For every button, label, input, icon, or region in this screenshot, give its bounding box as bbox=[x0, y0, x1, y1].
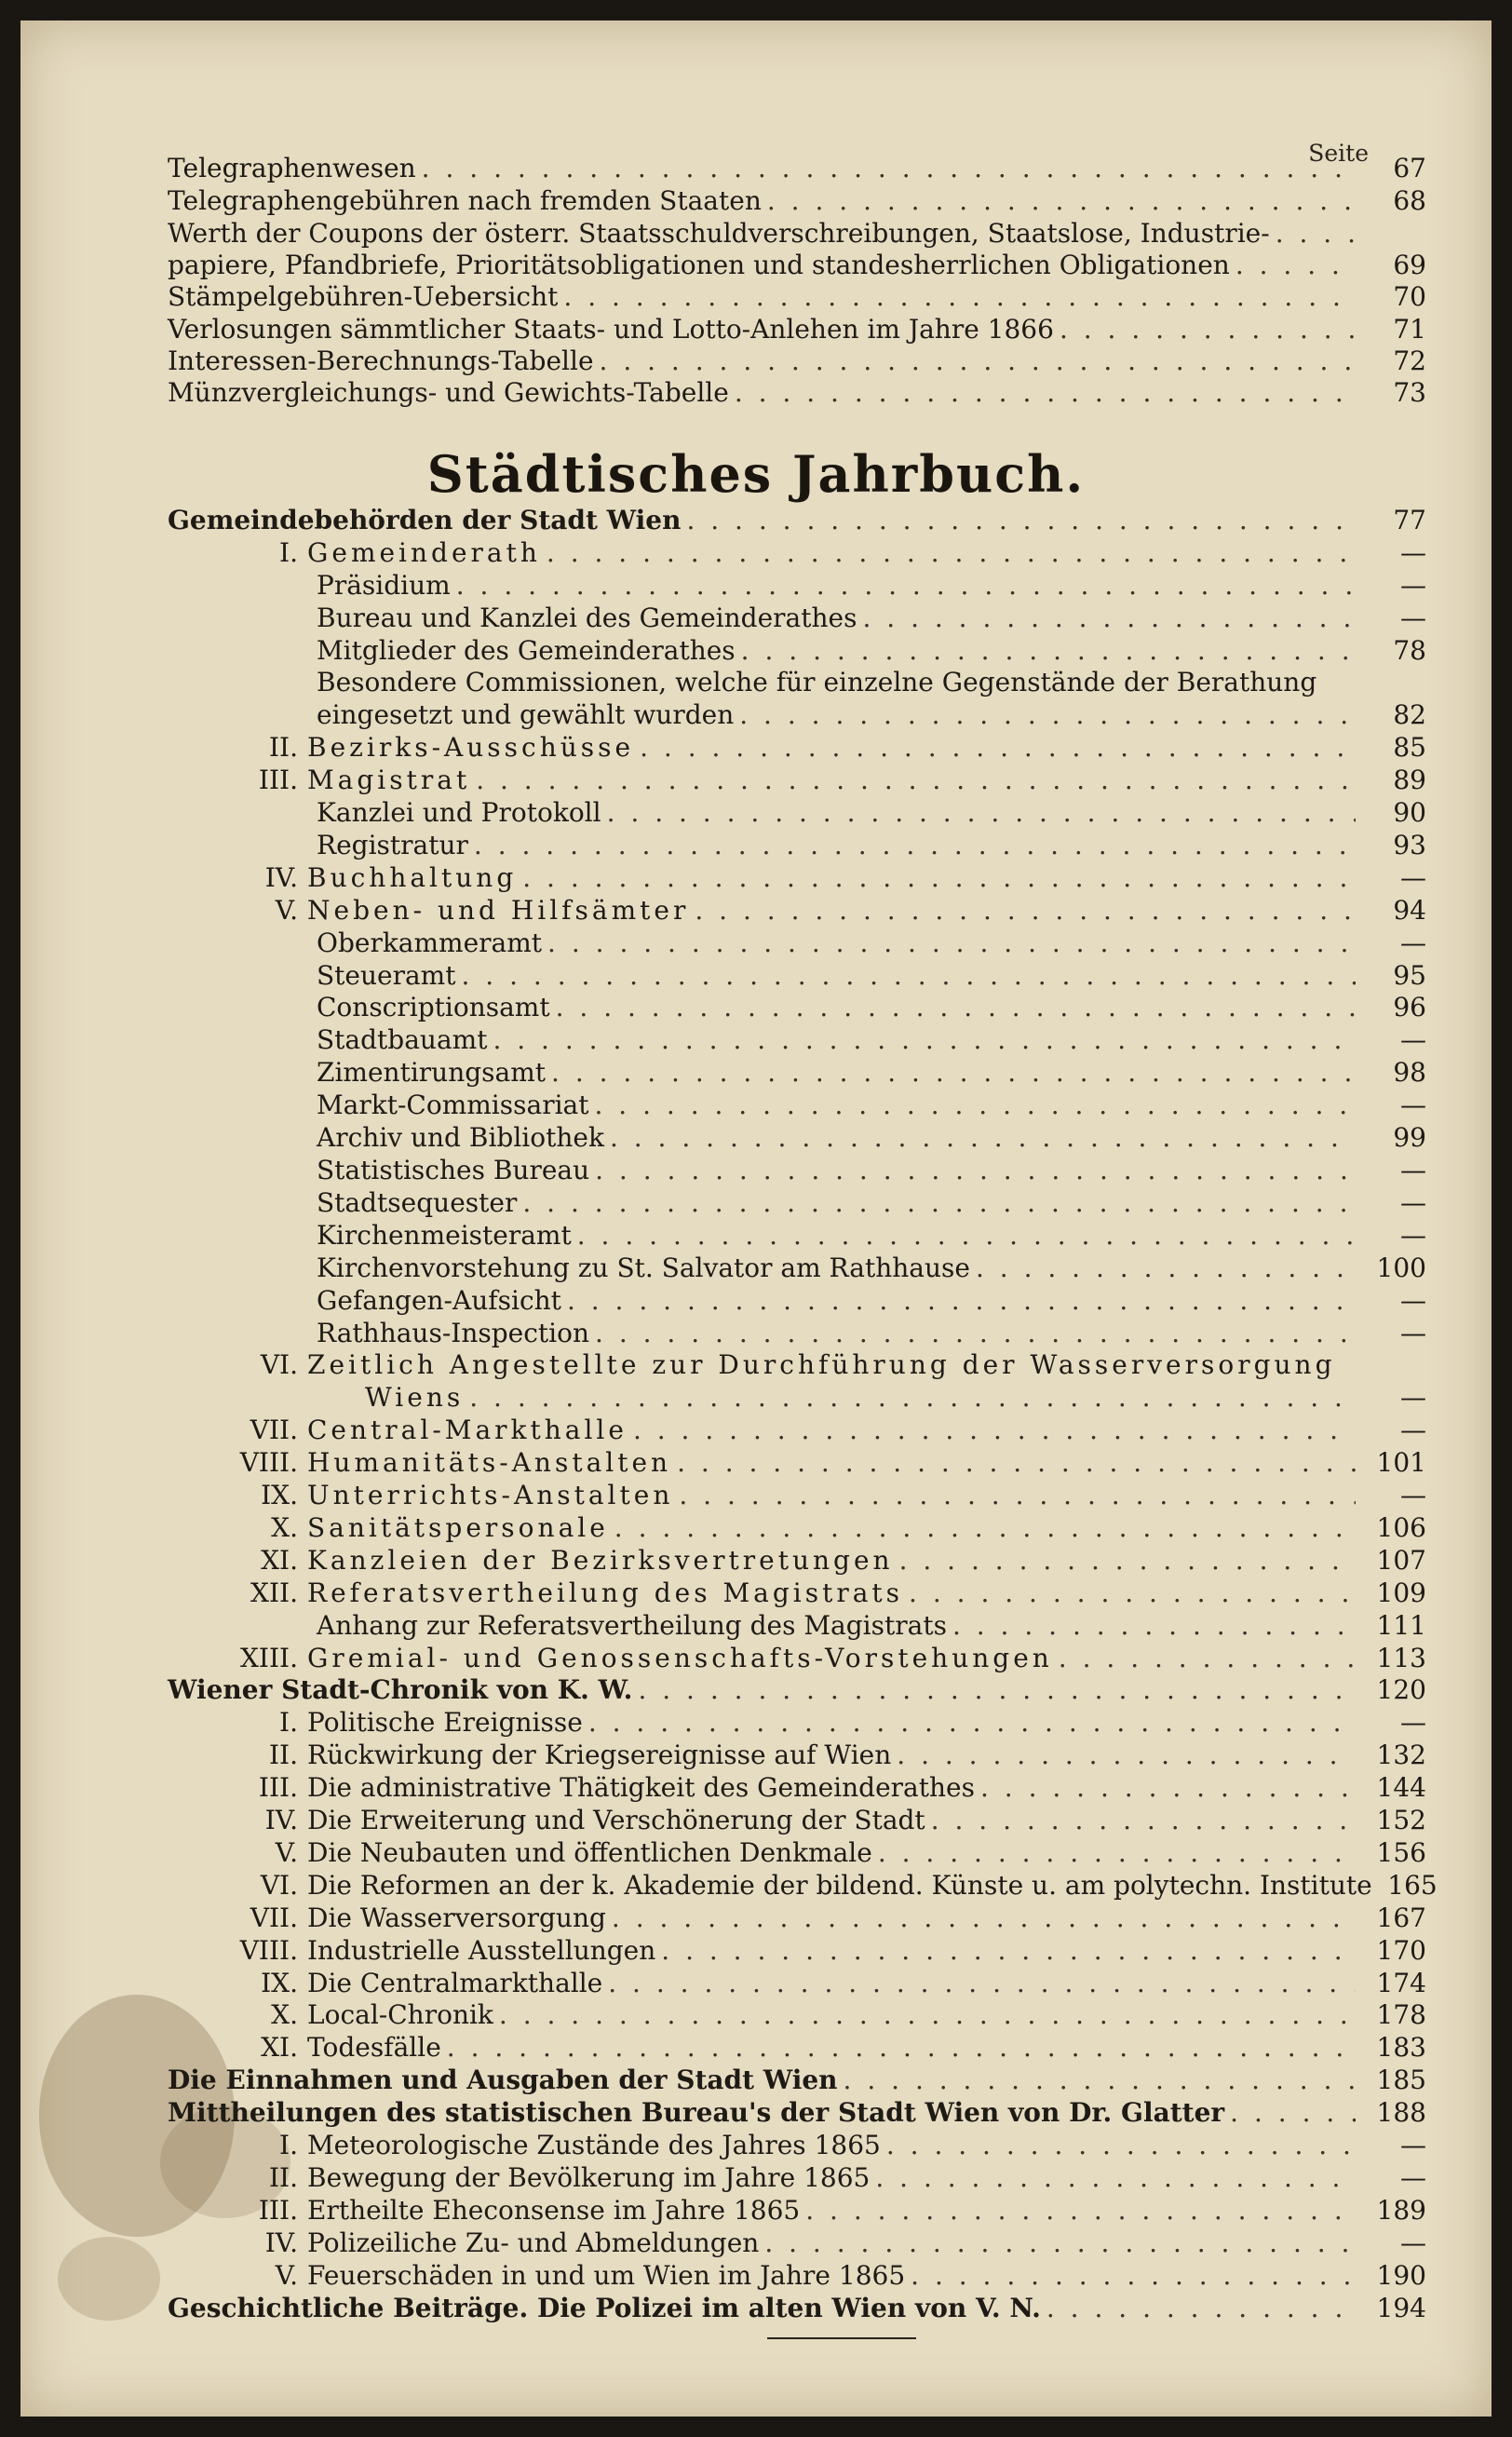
document-page bbox=[20, 20, 1492, 2417]
entry-number: V. bbox=[275, 895, 298, 926]
toc-entry bbox=[168, 1447, 1426, 1479]
entry-page-number: 100 bbox=[1376, 1252, 1426, 1283]
toc-entry bbox=[168, 2130, 1426, 2161]
entry-title: papiere, Pfandbriefe, Prioritätsobligationen und standesherrlichen Obligationen bbox=[168, 250, 1230, 280]
entry-title: Gemeinderath bbox=[307, 537, 541, 568]
entry-title: eingesetzt und gewählt wurden bbox=[317, 699, 735, 730]
entry-page-number: 90 bbox=[1393, 797, 1426, 828]
entry-number: I. bbox=[279, 537, 298, 568]
dot-leader bbox=[805, 2195, 1356, 2227]
entry-page-number: 174 bbox=[1376, 1968, 1426, 1998]
toc-entry bbox=[317, 960, 1426, 992]
entry-number: XI. bbox=[261, 2032, 298, 2063]
toc-entry bbox=[168, 2195, 1426, 2227]
toc-entry bbox=[317, 1155, 1426, 1186]
entry-number: VII. bbox=[250, 1415, 298, 1445]
toc-entry bbox=[168, 2097, 1426, 2129]
entry-page-number: — bbox=[1400, 1285, 1426, 1316]
toc-entry bbox=[317, 667, 1426, 698]
entry-title: Wiens bbox=[365, 1382, 465, 1413]
entry-page-number: — bbox=[1400, 1382, 1426, 1413]
entry-page-number: — bbox=[1400, 1220, 1426, 1251]
toc-entry bbox=[317, 1610, 1426, 1642]
entry-title: Statistisches Bureau bbox=[317, 1155, 590, 1185]
entry-title: Politische Ereignisse bbox=[307, 1707, 583, 1738]
entry-page-number: — bbox=[1400, 1155, 1426, 1185]
dot-leader bbox=[878, 1837, 1356, 1869]
toc-entry bbox=[168, 250, 1426, 281]
section-heading: Städtisches Jahrbuch. bbox=[426, 444, 1086, 504]
entry-page-number: 72 bbox=[1393, 345, 1426, 376]
dot-leader bbox=[741, 635, 1356, 667]
entry-page-number: 111 bbox=[1376, 1610, 1426, 1641]
dot-leader bbox=[1276, 218, 1356, 250]
dot-leader bbox=[588, 1707, 1356, 1739]
entry-page-number: 82 bbox=[1393, 699, 1426, 730]
entry-page-number: 67 bbox=[1393, 153, 1426, 183]
entry-title: Humanitäts-Anstalten bbox=[307, 1447, 672, 1478]
entry-number: IV. bbox=[264, 1805, 298, 1835]
entry-page-number: 101 bbox=[1376, 1447, 1426, 1478]
entry-title: Kanzlei und Protokoll bbox=[317, 797, 601, 828]
closing-rule bbox=[767, 2337, 916, 2339]
entry-title: Todesfälle bbox=[307, 2032, 441, 2063]
entry-number: VIII. bbox=[239, 1447, 298, 1478]
toc-entry bbox=[168, 1643, 1426, 1674]
dot-leader bbox=[577, 1220, 1356, 1252]
toc-entry bbox=[168, 1870, 1438, 1902]
dot-leader bbox=[600, 345, 1356, 377]
dot-leader bbox=[640, 732, 1356, 764]
entry-title: Gefangen-Aufsicht bbox=[317, 1285, 561, 1316]
dot-leader bbox=[614, 1512, 1356, 1544]
toc-entry bbox=[168, 314, 1426, 345]
entry-title: Oberkammeramt bbox=[317, 927, 543, 958]
entry-number: I. bbox=[279, 2130, 298, 2160]
entry-title: Münzvergleichungs- und Gewichts-Tabelle bbox=[168, 377, 729, 408]
entry-page-number: — bbox=[1400, 1024, 1426, 1055]
toc-entry bbox=[317, 699, 1426, 731]
dot-leader bbox=[911, 2260, 1356, 2292]
entry-title: Stadtbauamt bbox=[317, 1024, 488, 1055]
entry-page-number: — bbox=[1400, 1480, 1426, 1510]
entry-title: Referatsvertheilung des Magistrats bbox=[307, 1577, 904, 1608]
toc-entry bbox=[168, 895, 1426, 927]
entry-title: Industrielle Ausstellungen bbox=[307, 1935, 656, 1966]
toc-entry bbox=[317, 1318, 1426, 1349]
dot-leader bbox=[476, 765, 1356, 796]
toc-entry bbox=[168, 862, 1426, 894]
toc-entry bbox=[168, 377, 1426, 409]
dot-leader bbox=[594, 1090, 1356, 1121]
entry-page-number: 152 bbox=[1376, 1805, 1426, 1835]
entry-page-number: 194 bbox=[1376, 2293, 1426, 2323]
entry-page-number: — bbox=[1400, 1318, 1426, 1348]
dot-leader bbox=[595, 1155, 1356, 1186]
toc-entry bbox=[317, 1220, 1426, 1252]
entry-number: VII. bbox=[250, 1902, 298, 1933]
entry-title: Die Wasserversorgung bbox=[307, 1902, 606, 1933]
toc-entry bbox=[168, 505, 1426, 536]
entry-page-number: 165 bbox=[1387, 1870, 1438, 1901]
entry-number: VIII. bbox=[239, 1935, 298, 1966]
entry-title: Verlosungen sämmtlicher Staats- und Lotto-Anlehen im Jahre 1866 bbox=[168, 314, 1054, 345]
dot-leader bbox=[952, 1610, 1356, 1642]
dot-leader bbox=[897, 1740, 1356, 1771]
entry-page-number: 113 bbox=[1376, 1643, 1426, 1673]
toc-entry bbox=[168, 1577, 1426, 1609]
entry-page-number: — bbox=[1400, 927, 1426, 958]
entry-title: Markt-Commissariat bbox=[317, 1090, 589, 1120]
dot-leader bbox=[931, 1805, 1356, 1836]
entry-page-number: 188 bbox=[1376, 2097, 1426, 2128]
entry-title: Feuerschäden in und um Wien im Jahre 1865 bbox=[307, 2260, 906, 2291]
dot-leader bbox=[608, 1968, 1356, 1999]
toc-entry bbox=[317, 1187, 1426, 1219]
entry-page-number: 132 bbox=[1376, 1740, 1426, 1770]
entry-page-number: 109 bbox=[1376, 1577, 1426, 1608]
entry-page-number: 178 bbox=[1376, 1999, 1426, 2030]
entry-title: Kirchenvorstehung zu St. Salvator am Rathhause bbox=[317, 1252, 970, 1283]
toc-entry bbox=[365, 1382, 1426, 1414]
toc-entry bbox=[317, 602, 1426, 634]
toc-entry bbox=[317, 1122, 1426, 1154]
toc-entry bbox=[317, 570, 1426, 602]
entry-page-number: 94 bbox=[1393, 895, 1426, 926]
toc-entry bbox=[168, 2227, 1426, 2259]
entry-page-number: 156 bbox=[1376, 1837, 1426, 1868]
entry-page-number: 189 bbox=[1376, 2195, 1426, 2226]
toc-entry bbox=[168, 2260, 1426, 2292]
dot-leader bbox=[422, 153, 1356, 184]
entry-page-number: 93 bbox=[1393, 830, 1426, 860]
entry-page-number: 89 bbox=[1393, 765, 1426, 795]
entry-page-number: — bbox=[1400, 1707, 1426, 1738]
toc-entry bbox=[168, 1480, 1426, 1511]
dot-leader bbox=[474, 830, 1356, 861]
dot-leader bbox=[447, 2032, 1356, 2064]
dot-leader bbox=[499, 1999, 1356, 2031]
toc-entry bbox=[317, 830, 1426, 861]
dot-leader bbox=[764, 2227, 1356, 2259]
dot-leader bbox=[522, 1187, 1356, 1219]
entry-page-number: 183 bbox=[1376, 2032, 1426, 2063]
entry-title: Stadtsequester bbox=[317, 1187, 518, 1218]
dot-leader bbox=[735, 377, 1356, 409]
entry-title: Interessen-Berechnungs-Tabelle bbox=[168, 345, 594, 376]
dot-leader bbox=[686, 505, 1356, 536]
dot-leader bbox=[638, 1674, 1356, 1706]
toc-entry bbox=[168, 537, 1426, 569]
entry-number: XII. bbox=[250, 1577, 298, 1608]
entry-number: X. bbox=[271, 1999, 298, 2030]
dot-leader bbox=[469, 1382, 1356, 1414]
entry-title: Neben- und Hilfsämter bbox=[307, 895, 690, 926]
entry-title: Steueramt bbox=[317, 960, 456, 991]
entry-number: II. bbox=[268, 2162, 298, 2193]
entry-page-number: 98 bbox=[1393, 1057, 1426, 1088]
dot-leader bbox=[677, 1447, 1356, 1479]
entry-page-number: 120 bbox=[1376, 1674, 1426, 1705]
toc-entry bbox=[168, 1740, 1426, 1771]
dot-leader bbox=[607, 797, 1356, 829]
toc-entry bbox=[317, 1090, 1426, 1121]
entry-title: Telegraphenwesen bbox=[168, 153, 416, 183]
entry-title: Zimentirungsamt bbox=[317, 1057, 547, 1088]
entry-title: Die administrative Thätigkeit des Gemeinderathes bbox=[307, 1772, 975, 1803]
entry-title: Magistrat bbox=[307, 765, 471, 795]
toc-entry bbox=[168, 1968, 1426, 1999]
entry-page-number: 73 bbox=[1393, 377, 1426, 408]
dot-leader bbox=[1230, 2097, 1356, 2129]
dot-leader bbox=[610, 1122, 1356, 1154]
entry-number: VI. bbox=[260, 1870, 298, 1901]
entry-page-number: — bbox=[1400, 537, 1426, 568]
dot-leader bbox=[1060, 314, 1356, 345]
toc-entry bbox=[168, 1545, 1426, 1577]
entry-page-number: 69 bbox=[1393, 250, 1426, 280]
entry-title: Geschichtliche Beiträge. Die Polizei im alten Wien von V. N. bbox=[168, 2293, 1041, 2323]
dot-leader bbox=[875, 2162, 1356, 2194]
entry-title: Wiener Stadt-Chronik von K. W. bbox=[168, 1674, 633, 1705]
toc-entry bbox=[317, 1285, 1426, 1317]
entry-title: Registratur bbox=[317, 830, 468, 860]
dot-leader bbox=[556, 992, 1356, 1023]
dot-leader bbox=[1235, 250, 1356, 281]
entry-number: IX. bbox=[261, 1480, 298, 1510]
entry-title: Conscriptionsamt bbox=[317, 992, 550, 1022]
dot-leader bbox=[462, 960, 1357, 992]
entry-number: III. bbox=[258, 1772, 298, 1803]
toc-entry bbox=[317, 1057, 1426, 1089]
entry-title: Meteorologische Zustände des Jahres 1865 bbox=[307, 2130, 881, 2160]
entry-title: Rückwirkung der Kriegsereignisse auf Wien bbox=[307, 1740, 892, 1770]
toc-entry bbox=[168, 1674, 1426, 1706]
toc-entry bbox=[317, 797, 1426, 829]
dot-leader bbox=[679, 1480, 1356, 1511]
entry-page-number: 77 bbox=[1393, 505, 1426, 535]
entry-title: Kanzleien der Bezirksvertretungen bbox=[307, 1545, 894, 1576]
toc-entry bbox=[168, 1935, 1426, 1967]
entry-page-number: 144 bbox=[1376, 1772, 1426, 1803]
entry-title: Zeitlich Angestellte zur Durchführung der Wasserversorgung bbox=[307, 1349, 1336, 1380]
toc-entry bbox=[168, 1707, 1426, 1739]
entry-title: Mittheilungen des statistischen Bureau's der Stadt Wien von Dr. Glatter bbox=[168, 2097, 1225, 2128]
dot-leader bbox=[886, 2130, 1356, 2161]
entry-page-number: — bbox=[1400, 862, 1426, 893]
toc-entry bbox=[317, 635, 1426, 667]
entry-page-number: — bbox=[1400, 570, 1426, 601]
dot-leader bbox=[633, 1415, 1356, 1446]
entry-number: IV. bbox=[264, 862, 298, 893]
toc-entry bbox=[168, 1349, 1426, 1381]
dot-leader bbox=[767, 185, 1356, 217]
dot-leader bbox=[456, 570, 1356, 602]
entry-page-number: — bbox=[1400, 1415, 1426, 1445]
entry-title: Polizeiliche Zu- und Abmeldungen bbox=[307, 2227, 760, 2258]
toc-entry bbox=[168, 1902, 1426, 1934]
entry-title: Ertheilte Eheconsense im Jahre 1865 bbox=[307, 2195, 801, 2226]
entry-page-number: — bbox=[1400, 2227, 1426, 2258]
toc-entry bbox=[317, 1252, 1426, 1284]
entry-title: Gremial- und Genossenschafts-Vorstehungen bbox=[307, 1643, 1053, 1673]
entry-number: IV. bbox=[264, 2227, 298, 2258]
entry-title: Die Reformen an der k. Akademie der bildend. Künste u. am polytechn. Institute bbox=[307, 1870, 1372, 1901]
toc-entry bbox=[168, 1805, 1426, 1836]
dot-leader bbox=[980, 1772, 1356, 1804]
entry-number: II. bbox=[268, 1740, 298, 1770]
entry-number: III. bbox=[258, 2195, 298, 2226]
toc-entry bbox=[168, 2032, 1426, 2064]
dot-leader bbox=[909, 1577, 1356, 1609]
dot-leader bbox=[739, 699, 1356, 731]
entry-title: Mitglieder des Gemeinderathes bbox=[317, 635, 736, 666]
toc-entry bbox=[168, 345, 1426, 377]
toc-entry bbox=[168, 218, 1426, 250]
entry-page-number: 185 bbox=[1376, 2065, 1426, 2095]
entry-page-number: 71 bbox=[1393, 314, 1426, 345]
entry-page-number: 170 bbox=[1376, 1935, 1426, 1966]
dot-leader bbox=[899, 1545, 1356, 1577]
entry-page-number: 78 bbox=[1393, 635, 1426, 666]
entry-page-number: 95 bbox=[1393, 960, 1426, 991]
entry-title: Gemeindebehörden der Stadt Wien bbox=[168, 505, 682, 535]
entry-page-number: — bbox=[1400, 1090, 1426, 1120]
entry-title: Buchhaltung bbox=[307, 862, 518, 893]
entry-page-number: 107 bbox=[1376, 1545, 1426, 1576]
entry-title: Kirchenmeisteramt bbox=[317, 1220, 572, 1251]
dot-leader bbox=[862, 602, 1356, 634]
toc-entry bbox=[168, 2162, 1426, 2194]
dot-leader bbox=[844, 2065, 1356, 2096]
toc-entry bbox=[317, 992, 1426, 1023]
entry-title: Anhang zur Referatsvertheilung des Magistrats bbox=[317, 1610, 947, 1641]
dot-leader bbox=[522, 862, 1356, 894]
dot-leader bbox=[493, 1024, 1356, 1056]
entry-number: XIII. bbox=[239, 1643, 298, 1673]
entry-page-number: 70 bbox=[1393, 281, 1426, 312]
entry-page-number: 167 bbox=[1376, 1902, 1426, 1933]
toc-entry bbox=[317, 927, 1426, 959]
entry-number: XI. bbox=[261, 1545, 298, 1576]
water-stain bbox=[58, 2237, 160, 2321]
entry-page-number: 190 bbox=[1376, 2260, 1426, 2291]
toc-entry bbox=[168, 765, 1426, 796]
entry-page-number: 99 bbox=[1393, 1122, 1426, 1153]
entry-page-number: — bbox=[1400, 2162, 1426, 2193]
entry-number: IX. bbox=[261, 1968, 298, 1998]
entry-page-number: 85 bbox=[1393, 732, 1426, 763]
entry-title: Unterrichts-Anstalten bbox=[307, 1480, 674, 1510]
entry-title: Präsidium bbox=[317, 570, 451, 601]
entry-title: Die Centralmarkthalle bbox=[307, 1968, 603, 1998]
entry-number: V. bbox=[275, 1837, 298, 1868]
entry-title: Werth der Coupons der österr. Staatsschuldverschreibungen, Staatslose, Industrie- bbox=[168, 218, 1270, 249]
entry-title: Rathhaus-Inspection bbox=[317, 1318, 590, 1348]
dot-leader bbox=[1046, 2293, 1356, 2324]
entry-number: VI. bbox=[260, 1349, 298, 1380]
entry-page-number: — bbox=[1400, 2130, 1426, 2160]
toc-entry bbox=[168, 1512, 1426, 1544]
entry-title: Archiv und Bibliothek bbox=[317, 1122, 604, 1153]
entry-page-number: — bbox=[1400, 602, 1426, 633]
entry-number: V. bbox=[275, 2260, 298, 2291]
entry-number: II. bbox=[268, 732, 298, 763]
entry-title: Die Neubauten und öffentlichen Denkmale bbox=[307, 1837, 872, 1868]
toc-entry bbox=[168, 1999, 1426, 2031]
toc-entry bbox=[168, 2065, 1426, 2096]
dot-leader bbox=[547, 537, 1356, 569]
entry-title: Local-Chronik bbox=[307, 1999, 493, 2030]
toc-entry bbox=[168, 732, 1426, 764]
entry-title: Telegraphengebühren nach fremden Staaten bbox=[168, 185, 762, 216]
entry-number: X. bbox=[271, 1512, 298, 1543]
dot-leader bbox=[1059, 1643, 1356, 1674]
entry-page-number: — bbox=[1400, 1187, 1426, 1218]
toc-entry bbox=[168, 185, 1426, 217]
entry-title: Die Einnahmen und Ausgaben der Stadt Wien bbox=[168, 2065, 838, 2095]
entry-number: I. bbox=[279, 1707, 298, 1738]
entry-title: Bewegung der Bevölkerung im Jahre 1865 bbox=[307, 2162, 871, 2193]
toc-entry bbox=[168, 153, 1426, 184]
entry-title: Bureau und Kanzlei des Gemeinderathes bbox=[317, 602, 857, 633]
entry-title: Bezirks-Ausschüsse bbox=[307, 732, 635, 763]
entry-page-number: 96 bbox=[1393, 992, 1426, 1022]
entry-page-number: 68 bbox=[1393, 185, 1426, 216]
entry-page-number: 106 bbox=[1376, 1512, 1426, 1543]
dot-leader bbox=[567, 1285, 1356, 1317]
entry-number: III. bbox=[258, 765, 298, 795]
dot-leader bbox=[563, 281, 1356, 313]
entry-title: Central-Markthalle bbox=[307, 1415, 628, 1445]
toc-entry bbox=[168, 281, 1426, 313]
column-header: Seite bbox=[1308, 140, 1369, 167]
dot-leader bbox=[547, 927, 1356, 959]
dot-leader bbox=[595, 1318, 1356, 1349]
entry-title: Besondere Commissionen, welche für einzelne Gegenstände der Berathung bbox=[317, 667, 1317, 697]
toc-entry bbox=[317, 1024, 1426, 1056]
entry-title: Die Erweiterung und Verschönerung der Stadt bbox=[307, 1805, 925, 1835]
toc-entry bbox=[168, 1415, 1426, 1446]
dot-leader bbox=[661, 1935, 1356, 1967]
dot-leader bbox=[695, 895, 1356, 927]
entry-title: Stämpelgebühren-Uebersicht bbox=[168, 281, 559, 312]
toc-entry bbox=[168, 2293, 1426, 2324]
toc-entry bbox=[168, 1837, 1426, 1869]
entry-title: Sanitätspersonale bbox=[307, 1512, 609, 1543]
dot-leader bbox=[612, 1902, 1356, 1934]
toc-entry bbox=[168, 1772, 1426, 1804]
dot-leader bbox=[976, 1252, 1356, 1284]
dot-leader bbox=[551, 1057, 1356, 1089]
